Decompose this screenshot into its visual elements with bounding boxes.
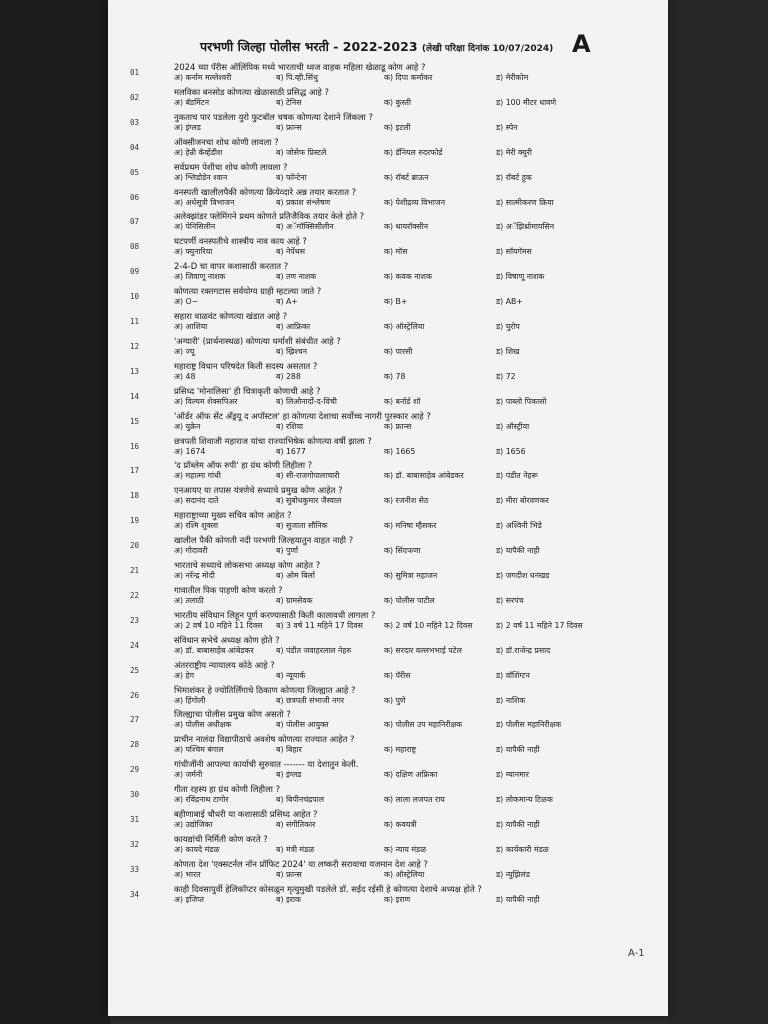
answer-option: अ) 1674 — [174, 446, 206, 456]
answer-option: ड) सॉयगॅमस — [496, 247, 532, 257]
answer-option: क) पॅरीस — [384, 670, 411, 680]
answer-option: ब) बिहार — [276, 745, 302, 755]
answer-option: ब) इराक — [276, 894, 301, 904]
answer-option: ड) मीरा बोरवणकर — [496, 496, 549, 506]
question-text: भारताचे सध्याचे लोकसभा अध्यक्ष कोण आहेत ? — [174, 560, 321, 570]
question-item — [108, 709, 668, 734]
question-text: काही दिवसापुर्वी हेलिकॉप्टर कोसळून मृत्युमुखी पडलेले डॉ. सईद रईसी हे कोणत्या देशाचे अध्यक्ष होते ? — [174, 883, 482, 894]
answer-option: ड) युरोप — [496, 322, 520, 331]
answer-option: क) ऑस्ट्रेलिया — [384, 869, 425, 879]
question-item — [108, 211, 668, 236]
answer-option: ड) पंडीत नेहरू — [496, 471, 538, 481]
question-number: 19 — [130, 516, 140, 526]
answer-option: क) इराण — [384, 894, 411, 904]
answer-option: ब) तण नाशक — [276, 272, 317, 282]
question-item — [108, 187, 668, 212]
question-text: मलविका बनसोड कोणत्या खेळासाठी प्रसिद्ध आहे ? — [174, 86, 329, 97]
answer-option: अ) नरेंन्द्र मोदी — [174, 571, 215, 580]
answer-option: ब) सी-राजगोपालाचारी — [276, 471, 340, 481]
background-right — [668, 0, 768, 1024]
question-text: महाराष्ट्राच्या मुख्य सचिव कोण आहेत ? — [174, 510, 292, 521]
question-text: कायद्यांची निर्मिती कोण करते ? — [174, 833, 268, 844]
answer-option: ड) 100 मीटर धावणे — [496, 97, 557, 107]
question-item — [108, 585, 668, 610]
answer-option: ड) 72 — [496, 371, 516, 381]
answer-option: ड) मेरी क्युरी — [496, 147, 532, 157]
answer-option: अ) उद्योजिका — [174, 820, 213, 829]
answer-option: ड) यापैकी नाही — [496, 820, 540, 829]
answer-option: ड) AB+ — [496, 297, 523, 307]
answer-option: क) थायरॉक्सीन — [384, 222, 429, 232]
question-text: गांधीजींनी आपल्या कार्याची सुरुवात ------- या देशातुन केली. — [174, 759, 359, 770]
answer-option: ब) प्रकाश संश्लेषण — [276, 197, 331, 207]
question-text: छत्रपती शिवाजी महाराज यांचा राज्याभिषेक कोणत्या वर्षी झाला ? — [174, 435, 372, 446]
question-text: 'द प्रॉब्लेम ऑफ रुपी' हा ग्रंथ कोणी लिहीला ? — [174, 460, 313, 471]
background-left — [0, 0, 110, 1024]
answer-option: क) महाराष्ट्र — [384, 745, 417, 755]
question-number: 07 — [130, 217, 140, 227]
question-text: कोणत्या रक्तगटास सर्वयोग्य ग्राही म्हटल्या जाते ? — [174, 286, 322, 297]
question-text: भारतीय संविधान लिहून पूर्ण करण्यासाठी किती कालावधी लागला ? — [174, 609, 376, 620]
question-item — [108, 436, 668, 461]
answer-option: क) कवयत्री — [384, 820, 417, 829]
answer-option: अ) फ्युनारिया — [174, 247, 213, 257]
question-number: 21 — [130, 566, 140, 575]
answer-option: ब) रशिया — [276, 421, 304, 431]
answer-option: अ) पेनिसिलीन — [174, 222, 216, 232]
answer-option: ड) मेरीकोम — [496, 73, 529, 82]
question-text: अलेक्झांडर फ्लेमिंगने प्रथम कोणते प्रतिजैविक तयार केले होते ? — [174, 211, 365, 222]
answer-option: क) इटली — [384, 122, 411, 132]
answer-option: ब) बिपीनचंद्रपाल — [276, 795, 325, 805]
answer-option: ब) टेनिस — [276, 97, 302, 107]
answer-option: ब) सुबोधकुमार जैस्वाल — [276, 496, 342, 506]
answer-option: अ) पोलीस अधीक्षक — [174, 720, 232, 730]
answer-option: ब) पुर्णा — [276, 546, 299, 556]
question-item — [108, 734, 668, 759]
answer-option: अ) जर्मनी — [174, 770, 203, 780]
answer-option: क) रॉबर्ट ब्राऊन — [384, 172, 429, 182]
question-number: 05 — [130, 167, 140, 177]
question-number: 06 — [130, 192, 140, 202]
question-item — [108, 286, 668, 311]
answer-option: ड) 2 वर्ष 11 महिने 17 दिवस — [496, 620, 583, 630]
answer-option: ड) ऑस्ट्रीया — [496, 421, 530, 431]
question-number: 15 — [130, 416, 140, 426]
question-item — [108, 236, 668, 261]
question-text: वनस्पती खालीलपैकी कोणत्या क्रियेव्दारे अन्न तयार करतात ? — [174, 186, 357, 197]
answer-option: अ) कर्नाम मल्लेश्वरी — [174, 73, 232, 82]
answer-option: ड) पोलीस महानिरीक्षक — [496, 720, 562, 730]
question-number: 04 — [130, 142, 140, 152]
answer-option: अ) 2 वर्ष 10 महिने 11 दिवस — [174, 620, 263, 630]
answer-option: ब) 288 — [276, 371, 301, 381]
answer-option: क) B+ — [384, 297, 408, 307]
question-number: 28 — [130, 740, 140, 750]
answer-option: क) पेशीद्रव्य विभाजन — [384, 197, 446, 207]
answer-option: अ) डॉ. बाबासाहेब आंबेडकर — [174, 645, 254, 655]
answer-option: क) पोलीस पाटील — [384, 595, 435, 605]
question-item — [108, 411, 668, 436]
question-text: नुकताच पार पडलेला युरो फुटबॉल चषक कोणत्या देशाने जिंकला ? — [174, 111, 373, 122]
question-number: 12 — [130, 341, 140, 351]
answer-option: ड) नाशिक — [496, 695, 526, 705]
answer-option: ब) ओम बिर्ला — [276, 571, 315, 580]
answer-option: अ) O− — [174, 297, 199, 307]
question-number: 20 — [130, 541, 140, 551]
answer-option: ब) नेपेंथस — [276, 247, 305, 257]
question-text: अंतरराष्ट्रीय न्यायालय कोठे आहे ? — [174, 659, 275, 670]
answer-option: क) सुमित्रा महाजन — [384, 571, 438, 580]
answer-option: क) ऑस्ट्रेलिया — [384, 322, 425, 331]
answer-option: ड) विषाणू नाशक — [496, 272, 545, 282]
answer-option: अ) तलाठी — [174, 595, 204, 605]
answer-option: क) न्याय मंडळ — [384, 844, 427, 854]
answer-option: अ) ज्यू — [174, 346, 195, 356]
answer-option: अ) आशिया — [174, 322, 208, 331]
answer-option: क) लाला लजपत राय — [384, 795, 445, 805]
answer-option: ब) मंत्री मंडळ — [276, 844, 315, 854]
answer-option: ड) यापैकी नाही — [496, 546, 540, 556]
question-number: 33 — [130, 864, 140, 874]
answer-option: अ) हेग — [174, 670, 195, 680]
answer-option: अ) सदानंद दाते — [174, 496, 219, 506]
question-item — [108, 162, 668, 187]
question-item — [108, 535, 668, 560]
answer-option: ड) जगदीश धनखड — [496, 571, 550, 580]
answer-option: ड) लोकमान्य टिळक — [496, 795, 553, 805]
answer-option: ड) वॉशिंग्टन — [496, 670, 530, 680]
question-text: सर्वप्रथम पेशीचा शोध कोणी लावला ? — [174, 161, 288, 172]
question-item — [108, 311, 668, 336]
answer-option: क) मनिषा म्हैसकर — [384, 521, 437, 531]
question-number: 03 — [130, 117, 140, 127]
answer-option: अ) भारत — [174, 869, 201, 879]
question-text: गावातील पिक पाहणी कोण करतो ? — [174, 584, 283, 595]
answer-option: ब) 1677 — [276, 446, 306, 456]
question-item — [108, 460, 668, 485]
question-text: 'अग्यारी' (प्रार्थनास्थळ) कोणत्या धर्माशी संबंधीत आहे ? — [174, 335, 341, 346]
answer-option: क) रजनीश सेठ — [384, 496, 429, 506]
answer-option: ब) पंडीत जवाहरलाल नेहरु — [276, 645, 352, 655]
answer-option: ड) शिख — [496, 346, 520, 356]
answer-option: ड) यापैकी नाही — [496, 894, 540, 904]
answer-option: ड) डॉ.राजेन्द्र प्रसाद — [496, 645, 551, 655]
question-text: 'ऑर्डर ऑफ सेंट अँड्रयू द अपॉस्टल' हा कोणत्या देशाचा सर्वोच्च नागरी पुरस्कार आहे ? — [174, 410, 431, 421]
question-number: 10 — [130, 292, 140, 302]
answer-option: क) कवक नाशक — [384, 272, 432, 282]
question-text: ऑक्सीजनचा शोध कोणी लावला ? — [174, 136, 279, 147]
answer-option: क) कुस्ती — [384, 97, 411, 107]
answer-option: ब) फॉन्टेना — [276, 172, 307, 182]
question-number: 13 — [130, 366, 140, 376]
question-text: महाराष्ट्र विधान परिषदेत किती सदस्य असतात ? — [174, 360, 318, 371]
answer-option: क) पोलीस उप महानिरीक्षक — [384, 720, 463, 730]
answer-option: ड) स्पेन — [496, 122, 518, 132]
question-text: 2-4-D चा वापर कशासाठी करतात ? — [174, 261, 289, 272]
question-text: खालील पैकी कोणती नदी परभणी जिल्हयातुन वाहत नाही ? — [174, 535, 354, 546]
question-text: 2024 च्या पॅरीस ऑलिंपिक मध्ये भारताची ध्वज वाहक महिला खेळाडू कोण आहे ? — [174, 62, 426, 72]
question-number: 18 — [130, 491, 140, 501]
answer-option: ब) संगीतिकार — [276, 820, 316, 829]
answer-option: अ) हिंगोली — [174, 695, 206, 705]
question-number: 31 — [130, 815, 140, 824]
answer-option: अ) हेन्री कॅव्हेंडीश — [174, 147, 223, 157]
question-item — [108, 386, 668, 411]
answer-option: क) डॉ. बाबासाहेब आंबेडकर — [384, 471, 464, 481]
answer-option: ब) फ्रान्स — [276, 122, 302, 132]
question-text: प्रसिध्द 'मोनालिसा' ही चित्राकृती कोणाची आहे ? — [174, 385, 321, 396]
answer-option: ड) 1656 — [496, 446, 526, 456]
exam-paper — [108, 0, 668, 1016]
question-text: भिमाशंकर हे ज्योतिर्लिंगाचे ठिकाण कोणत्या जिल्ह्यात आहे ? — [174, 684, 356, 695]
answer-option: ड) रॉबर्ट हुक — [496, 172, 532, 182]
question-number: 02 — [130, 92, 140, 102]
question-item — [108, 685, 668, 710]
answer-option: ड) अॅझिथ्रोमायसिन — [496, 222, 555, 232]
answer-option: ड) कार्यकारी मंडळ — [496, 844, 549, 854]
answer-option: क) दिपा कर्माकर — [384, 73, 433, 82]
question-number: 25 — [130, 665, 140, 675]
question-set-letter: A — [572, 30, 591, 58]
answer-option: ड) अश्विनी भिडे — [496, 521, 542, 531]
question-text: संविधान सभेचे अध्यक्ष कोण होते ? — [174, 634, 280, 645]
question-number: 01 — [130, 68, 140, 77]
question-item — [108, 336, 668, 361]
question-text: बहीणाबाई चौधरी या कशासाठी प्रसिध्द आहेत ? — [174, 809, 318, 819]
answer-option: क) पारसी — [384, 346, 413, 356]
question-item — [108, 485, 668, 510]
answer-option: ब) आफ्रिका — [276, 322, 310, 331]
answer-option: क) 1665 — [384, 446, 416, 456]
question-text: घटपर्णी वनस्पतीचे शास्त्रीय नाव काय आहे ? — [174, 236, 307, 247]
answer-option: क) 78 — [384, 371, 406, 381]
answer-option: ब) छत्रपती संभाजी नगर — [276, 695, 345, 705]
answer-option: ब) अॅमॉक्सिसीलीन — [276, 222, 334, 232]
answer-option: ब) फ्रान्स — [276, 869, 302, 879]
answer-option: क) सरदार वल्लभभाई पटेल — [384, 645, 462, 655]
question-text: सहारा वाळवंट कोणत्या खंडात आहे ? — [174, 311, 288, 321]
question-text: जिल्ह्याचा पोलीस प्रमुख कोण असतो ? — [174, 709, 291, 720]
answer-option: ब) सुजाता सौनिक — [276, 521, 328, 531]
question-number: 22 — [130, 590, 140, 600]
answer-option: ब) लिओनार्दो-द-विंची — [276, 396, 337, 406]
title-text: परभणी जिल्हा पोलीस भरती - 2022-2023 — [200, 39, 418, 54]
answer-option: अ) 48 — [174, 371, 196, 381]
question-number: 32 — [130, 839, 140, 849]
question-item — [108, 87, 668, 112]
answer-option: ब) न्यूयार्क — [276, 670, 306, 680]
answer-option: ब) A+ — [276, 297, 298, 307]
question-number: 29 — [130, 765, 140, 775]
question-number: 34 — [130, 889, 140, 899]
question-item — [108, 660, 668, 685]
answer-option: अ) महात्मा गांधी — [174, 471, 221, 481]
question-item — [108, 859, 668, 884]
question-item — [108, 635, 668, 660]
question-item — [108, 62, 668, 87]
answer-option: अ) श्लिडोडेन श्वान — [174, 172, 228, 182]
question-number: 24 — [130, 640, 140, 650]
answer-option: क) मॉस — [384, 247, 408, 257]
answer-option: अ) विल्यम शेक्सपिअर — [174, 396, 238, 406]
answer-option: अ) जिवाणू नाशक — [174, 272, 226, 282]
question-number: 30 — [130, 790, 140, 800]
answer-option: अ) इजिप्त — [174, 894, 204, 904]
question-number: 14 — [130, 391, 140, 401]
answer-option: अ) रश्मि शुक्ला — [174, 521, 218, 531]
question-number: 23 — [130, 615, 140, 625]
question-item — [108, 137, 668, 162]
question-item — [108, 610, 668, 635]
question-item — [108, 809, 668, 834]
answer-option: अ) युक्रेन — [174, 421, 201, 431]
question-number: 17 — [130, 466, 140, 476]
answer-option: अ) गोदावरी — [174, 546, 208, 556]
question-item — [108, 834, 668, 859]
answer-option: ड) सरपंच — [496, 595, 524, 605]
answer-option: क) पुणे — [384, 695, 406, 705]
answer-option: अ) बॅडमिंटन — [174, 97, 210, 107]
answer-option: क) फ्रान्स — [384, 421, 412, 431]
question-text: एनआयए या तपास यंत्रणेचे सध्याचे प्रमुख कोण आहेत ? — [174, 485, 343, 496]
question-item — [108, 510, 668, 535]
answer-option: ड) यापैकी नाही — [496, 745, 540, 755]
answer-option: ब) पोलीस आयुक्त — [276, 720, 329, 730]
answer-option: ड) म्यानमार — [496, 770, 529, 780]
question-number: 09 — [130, 267, 140, 277]
page-code: A-1 — [628, 948, 645, 959]
question-text: कोणता देश 'एक्सटर्नल नॉन प्रॉफिट 2024' या लष्करी सरावाचा यजमान देश आहे ? — [174, 858, 428, 869]
exam-date: (लेखी परिक्षा दिनांक 10/07/2024) — [421, 44, 554, 54]
answer-option: अ) इंग्लड — [174, 122, 201, 132]
answer-option: अ) पश्चिम बंगाल — [174, 745, 224, 755]
answer-option: क) डॅनियल रुदरफोर्ड — [384, 147, 443, 157]
answer-option: ब) जोसेफ प्रिस्टले — [276, 147, 327, 157]
answer-option: ब) 3 वर्ष 11 महिने 17 दिवस — [276, 620, 363, 630]
answer-option: ड) सात्मीकरण क्रिया — [496, 197, 554, 207]
question-item — [108, 884, 668, 909]
question-item — [108, 261, 668, 286]
answer-option: क) 2 वर्ष 10 महिने 12 दिवस — [384, 620, 473, 630]
question-item — [108, 759, 668, 784]
question-number: 16 — [130, 441, 140, 451]
answer-option: ब) पि.व्ही.सिंधु — [276, 73, 318, 82]
paper-title — [200, 38, 553, 55]
answer-option: ड) न्युझिलंड — [496, 869, 530, 879]
question-text: गीता रहस्य हा ग्रंथ कोणी लिहीला ? — [174, 784, 281, 795]
answer-option: ब) ख्रिश्चन — [276, 346, 307, 356]
question-item — [108, 361, 668, 386]
question-number: 27 — [130, 715, 140, 725]
question-item — [108, 560, 668, 585]
answer-option: ब) ग्रामसेवक — [276, 595, 313, 605]
question-number: 08 — [130, 242, 140, 252]
answer-option: क) दक्षिण अफ्रिका — [384, 770, 438, 780]
answer-option: क) सिंदफणा — [384, 546, 421, 556]
question-text: प्राचीन नालंदा विद्यापीठाचे अवशेष कोणत्या राज्यात आहेत ? — [174, 734, 355, 745]
answer-option: अ) रविंद्रनाथ टागोर — [174, 795, 229, 805]
question-number: 26 — [130, 690, 140, 700]
question-number: 11 — [130, 317, 140, 326]
answer-option: ड) पाब्लो पिकासो — [496, 396, 547, 406]
answer-option: अ) अर्धसूत्री विभाजन — [174, 197, 235, 207]
answer-option: क) बर्नार्ड शॉ — [384, 396, 421, 406]
answer-option: ब) इंग्लड — [276, 770, 302, 780]
answer-option: अ) कायदे मंडळ — [174, 844, 220, 854]
question-item — [108, 112, 668, 137]
question-item — [108, 784, 668, 809]
